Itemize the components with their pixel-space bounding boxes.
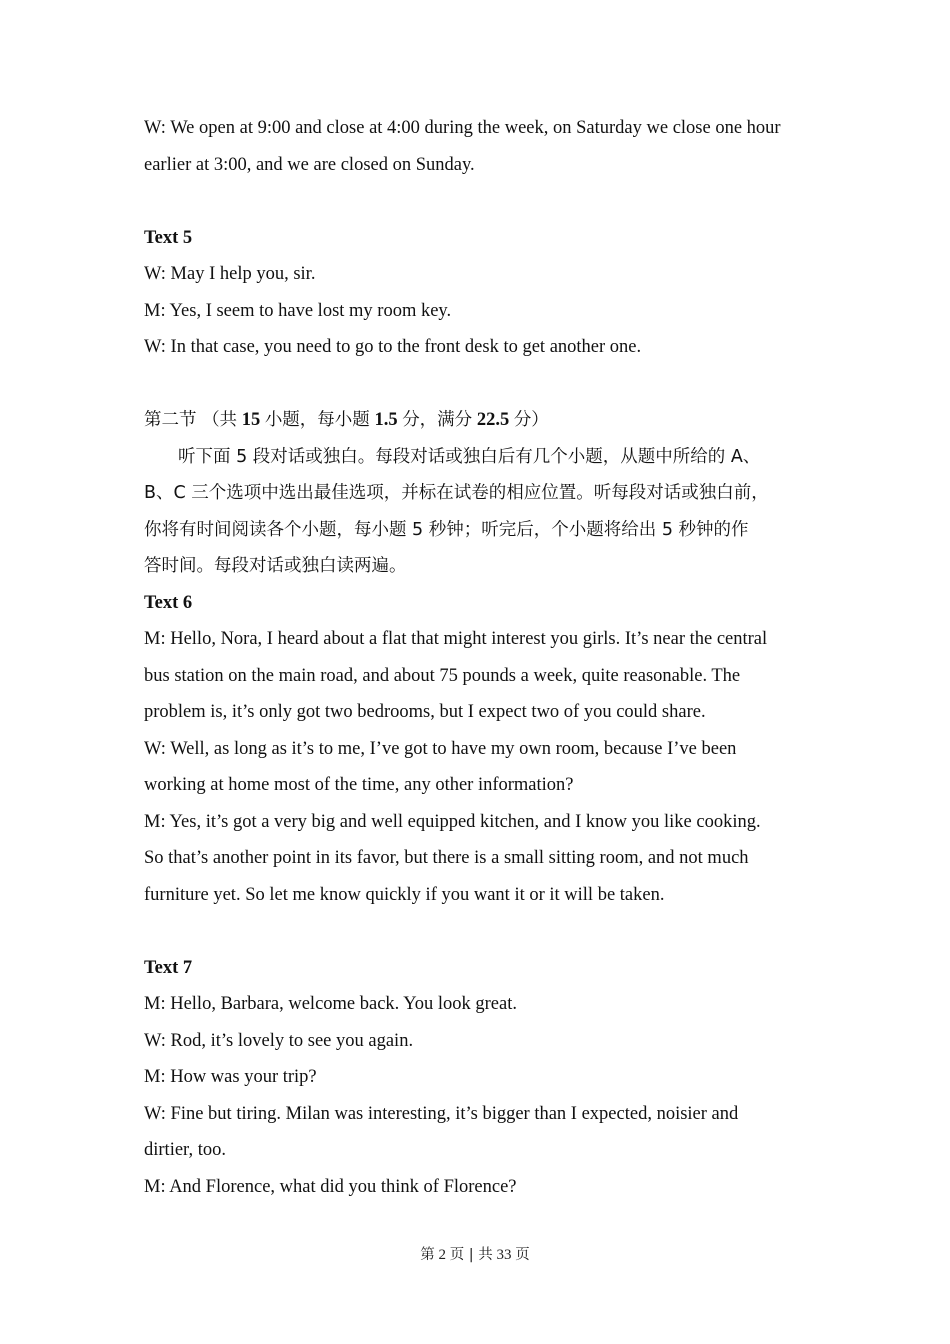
footer-total-pages: 33 — [496, 1247, 512, 1263]
dialogue-line: W: In that case, you need to go to the front desk to get another one. — [144, 337, 642, 357]
dialogue-line: M: Yes, I seem to have lost my room key. — [144, 300, 452, 321]
dialogue-line: bus station on the main road, and about 75 pounds a week, quite reasonable. The — [144, 665, 741, 686]
page-content — [144, 110, 824, 1205]
instruction-line: 你将有时间阅读各个小题，每小题 5 秒钟；听完后，个小题将给出 5 秒钟的作 — [144, 519, 749, 540]
footer-suffix: 页 — [515, 1247, 530, 1263]
footer-mid: 页 | 共 — [449, 1247, 493, 1263]
dialogue-line: working at home most of the time, any other information? — [144, 775, 574, 795]
instruction-line: 答时间。每段对话或独白读两遍。 — [144, 556, 407, 576]
blank-line — [144, 183, 824, 220]
dialogue-line: W: Fine but tiring. Milan was interesting, it’s bigger than I expected, noisier and — [144, 1103, 739, 1124]
instruction-line: 听下面 5 段对话或独白。每段对话或独白后有几个小题，从题中所给的 A、 — [178, 446, 761, 467]
paragraph-line: W: We open at 9:00 and close at 4:00 during the week, on Saturday we close one hour — [144, 118, 781, 138]
section2-points-each: 1.5 — [374, 410, 398, 430]
dialogue-line: W: Rod, it’s lovely to see you again. — [144, 1030, 414, 1051]
blank-line — [144, 366, 824, 403]
text7-heading: Text 7 — [144, 957, 193, 978]
dialogue-line: problem is, it’s only got two bedrooms, but I expect two of you could share. — [144, 702, 706, 722]
paragraph-line: earlier at 3:00, and we are closed on Sunday. — [144, 154, 475, 175]
dialogue-line: M: Yes, it’s got a very big and well equipped kitchen, and I know you like cooking. — [144, 811, 761, 832]
page-footer — [0, 1243, 950, 1264]
footer-page-number: 2 — [438, 1247, 446, 1263]
section2-title — [144, 402, 824, 439]
dialogue-line: M: And Florence, what did you think of Florence? — [144, 1176, 517, 1197]
dialogue-line: M: Hello, Barbara, welcome back. You look great. — [144, 994, 517, 1014]
dialogue-line: W: Well, as long as it’s to me, I’ve got to have my own room, because I’ve been — [144, 738, 737, 759]
section2-points-total: 22.5 — [476, 410, 510, 430]
text5-heading: Text 5 — [144, 227, 193, 248]
dialogue-line: dirtier, too. — [144, 1140, 226, 1160]
dialogue-line: M: How was your trip? — [144, 1067, 317, 1087]
section2-title-mid1: 小题，每小题 — [264, 410, 370, 430]
section2-question-count: 15 — [241, 410, 261, 430]
footer-prefix: 第 — [420, 1247, 435, 1263]
dialogue-line: So that’s another point in its favor, but there is a small sitting room, and not much — [144, 848, 749, 868]
section2-title-mid2: 分，满分 — [402, 410, 473, 430]
text6-heading: Text 6 — [144, 592, 193, 613]
instruction-line: B、C 三个选项中选出最佳选项，并标在试卷的相应位置。听每段对话或独白前， — [144, 483, 769, 503]
blank-line — [144, 913, 824, 950]
section2-title-suffix: 分） — [513, 410, 549, 430]
dialogue-line: M: Hello, Nora, I heard about a flat that might interest you girls. It’s near the central — [144, 629, 768, 649]
section2-title-prefix: 第二节 （共 — [144, 410, 238, 430]
dialogue-line: W: May I help you, sir. — [144, 264, 316, 284]
dialogue-line: furniture yet. So let me know quickly if you want it or it will be taken. — [144, 884, 665, 905]
